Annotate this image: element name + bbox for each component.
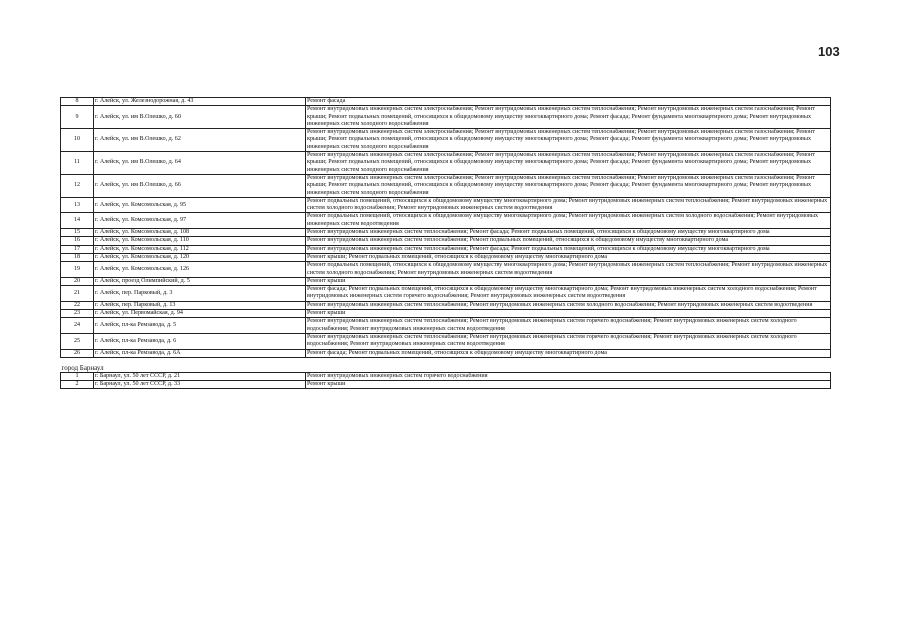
row-works: Ремонт внутридомовых инженерных систем теплоснабжения; Ремонт фасада; Ремонт подвальных помещений, относящихся к общедомовому имуществу многоквартирного дома bbox=[306, 229, 831, 237]
row-works: Ремонт внутридомовых инженерных систем электроснабжения; Ремонт внутридомовых инженерных систем теплоснабжения; Ремонт внутридомовых инженерных систем газоснабжения; Ремонт крыши; Ремонт подвальных помещений, относящихся к общедомовому имуществу многоквартирного дома; Ремонт фасада; Ремонт фундамента многоквартирного дома; Ремонт внутридомовых инженерных систем холодного водоснабжения bbox=[306, 152, 831, 175]
table-row bbox=[61, 106, 831, 129]
row-number: 14 bbox=[61, 213, 94, 229]
row-works: Ремонт фасада bbox=[306, 98, 831, 106]
table-row bbox=[61, 318, 831, 334]
city-heading: город Барнаул bbox=[61, 357, 306, 372]
table-row bbox=[61, 174, 831, 197]
row-number: 10 bbox=[61, 129, 94, 152]
row-works: Ремонт внутридомовых инженерных систем электроснабжения; Ремонт внутридомовых инженерных систем теплоснабжения; Ремонт внутридомовых инженерных систем газоснабжения; Ремонт крыши; Ремонт подвальных помещений, относящихся к общедомовому имуществу многоквартирного дома; Ремонт фасада; Ремонт фундамента многоквартирного дома; Ремонт внутридомовых инженерных систем холодного водоснабжения bbox=[306, 129, 831, 152]
table-row bbox=[61, 237, 831, 245]
row-works: Ремонт крыши bbox=[306, 277, 831, 285]
table-row bbox=[61, 253, 831, 261]
row-works: Ремонт фасада; Ремонт подвальных помещений, относящихся к общедомовому имуществу многоквартирного дома bbox=[306, 349, 831, 357]
row-works: Ремонт внутридомовых инженерных систем электроснабжения; Ремонт внутридомовых инженерных систем теплоснабжения; Ремонт внутридомовых инженерных систем газоснабжения; Ремонт крыши; Ремонт подвальных помещений, относящихся к общедомовому имуществу многоквартирного дома; Ремонт фасада; Ремонт фундамента многоквартирного дома; Ремонт внутридомовых инженерных систем холодного водоснабжения bbox=[306, 174, 831, 197]
row-number: 21 bbox=[61, 286, 94, 302]
row-number: 15 bbox=[61, 229, 94, 237]
row-address: г. Алейск, ул. Комсомольская, д. 126 bbox=[94, 262, 306, 278]
table-row bbox=[61, 349, 831, 357]
row-address: г. Барнаул, ул. 50 лет СССР, д. 21 bbox=[94, 372, 306, 380]
row-number: 12 bbox=[61, 174, 94, 197]
table-row bbox=[61, 310, 831, 318]
row-number: 22 bbox=[61, 301, 94, 309]
city-heading-spacer bbox=[306, 357, 831, 372]
row-number: 20 bbox=[61, 277, 94, 285]
row-number: 25 bbox=[61, 333, 94, 349]
row-works: Ремонт подвальных помещений, относящихся к общедомовому имуществу многоквартирного дома; Ремонт внутридомовых инженерных систем теплоснабжения; Ремонт внутридомовых инженерных систем холодного водоснабжения; Ремонт внутридомовых инженерных систем водоотведения bbox=[306, 262, 831, 278]
row-works: Ремонт внутридомовых инженерных систем теплоснабжения; Ремонт подвальных помещений, относящихся к общедомовому имуществу многоквартирного дома bbox=[306, 237, 831, 245]
row-number: 24 bbox=[61, 318, 94, 334]
row-address: г. Алейск, пер. Парковый, д. 3 bbox=[94, 286, 306, 302]
row-address: г. Алейск, ул. Комсомольская, д. 120 bbox=[94, 253, 306, 261]
row-address: г. Барнаул, ул. 50 лет СССР, д. 33 bbox=[94, 381, 306, 389]
row-number: 11 bbox=[61, 152, 94, 175]
row-address: г. Алейск, ул. им В.Олешко, д. 60 bbox=[94, 106, 306, 129]
row-address: г. Алейск, ул. Первомайская, д. 94 bbox=[94, 310, 306, 318]
table-row bbox=[61, 197, 831, 213]
table-row bbox=[61, 286, 831, 302]
table-body bbox=[61, 98, 831, 389]
row-works: Ремонт внутридомовых инженерных систем электроснабжения; Ремонт внутридомовых инженерных систем теплоснабжения; Ремонт внутридомовых инженерных систем газоснабжения; Ремонт крыши; Ремонт подвальных помещений, относящихся к общедомовому имуществу многоквартирного дома; Ремонт фасада; Ремонт фундамента многоквартирного дома; Ремонт внутридомовых инженерных систем холодного водоснабжения bbox=[306, 106, 831, 129]
row-address: г. Алейск, ул. им В.Олешко, д. 62 bbox=[94, 129, 306, 152]
table-row bbox=[61, 245, 831, 253]
table-row bbox=[61, 129, 831, 152]
row-works: Ремонт крыши; Ремонт подвальных помещений, относящихся к общедомовому имуществу многоквартирного дома bbox=[306, 253, 831, 261]
row-number: 19 bbox=[61, 262, 94, 278]
row-address: г. Алейск, пл-ка Ремзавода, д. 6 bbox=[94, 333, 306, 349]
row-number: 1 bbox=[61, 372, 94, 380]
row-number: 18 bbox=[61, 253, 94, 261]
row-works: Ремонт крыши bbox=[306, 310, 831, 318]
row-number: 23 bbox=[61, 310, 94, 318]
row-works: Ремонт внутридомовых инженерных систем горячего водоснабжения bbox=[306, 372, 831, 380]
row-works: Ремонт подвальных помещений, относящихся к общедомовому имуществу многоквартирного дома; Ремонт внутридомовых инженерных систем холодного водоснабжения; Ремонт внутридомовых инженерных систем водоотведения bbox=[306, 213, 831, 229]
row-address: г. Алейск, проезд Олимпийский, д. 5 bbox=[94, 277, 306, 285]
table-row bbox=[61, 372, 831, 380]
city-heading-row bbox=[61, 357, 831, 372]
table-row bbox=[61, 213, 831, 229]
row-works: Ремонт внутридомовых инженерных систем теплоснабжения; Ремонт фасада; Ремонт подвальных помещений, относящихся к общедомовому имуществу многоквартирного дома bbox=[306, 245, 831, 253]
row-number: 16 bbox=[61, 237, 94, 245]
row-address: г. Алейск, ул. Комсомольская, д. 95 bbox=[94, 197, 306, 213]
table-row bbox=[61, 262, 831, 278]
row-address: г. Алейск, ул. Комсомольская, д. 110 bbox=[94, 237, 306, 245]
row-works: Ремонт подвальных помещений, относящихся к общедомовому имуществу многоквартирного дома; Ремонт внутридомовых инженерных систем теплоснабжения; Ремонт внутридомовых инженерных систем холодного водоснабжения; Ремонт внутридомовых инженерных систем водоотведения bbox=[306, 197, 831, 213]
row-works: Ремонт крыши bbox=[306, 381, 831, 389]
row-address: г. Алейск, ул. им В.Олешко, д. 64 bbox=[94, 152, 306, 175]
row-number: 8 bbox=[61, 98, 94, 106]
row-address: г. Алейск, ул. Железнодорожная, д. 43 bbox=[94, 98, 306, 106]
table-row bbox=[61, 229, 831, 237]
row-address: г. Алейск, ул. им В.Олешко, д. 66 bbox=[94, 174, 306, 197]
repair-table bbox=[60, 97, 831, 389]
row-address: г. Алейск, ул. Комсомольская, д. 112 bbox=[94, 245, 306, 253]
row-number: 26 bbox=[61, 349, 94, 357]
table-row bbox=[61, 333, 831, 349]
row-works: Ремонт фасада; Ремонт подвальных помещений, относящихся к общедомовому имуществу многоквартирного дома; Ремонт внутридомовых инженерных систем холодного водоснабжения; Ремонт внутридомовых инженерных систем горячего водоснабжения; Ремонт внутридомовых инженерных систем водоотведения bbox=[306, 286, 831, 302]
table-row bbox=[61, 98, 831, 106]
table-row bbox=[61, 277, 831, 285]
table-row bbox=[61, 301, 831, 309]
row-address: г. Алейск, ул. Комсомольская, д. 97 bbox=[94, 213, 306, 229]
table-row bbox=[61, 381, 831, 389]
row-works: Ремонт внутридомовых инженерных систем теплоснабжения; Ремонт внутридомовых инженерных систем горячего водоснабжения; Ремонт внутридомовых инженерных систем холодного водоснабжения; Ремонт внутридомовых инженерных систем водоотведения bbox=[306, 318, 831, 334]
row-address: г. Алейск, пл-ка Ремзавода, д. 6А bbox=[94, 349, 306, 357]
page-number: 103 bbox=[818, 44, 840, 59]
row-works: Ремонт внутридомовых инженерных систем теплоснабжения; Ремонт внутридомовых инженерных систем горячего водоснабжения; Ремонт внутридомовых инженерных систем холодного водоснабжения; Ремонт внутридомовых инженерных систем водоотведения bbox=[306, 333, 831, 349]
row-address: г. Алейск, пер. Парковый, д. 13 bbox=[94, 301, 306, 309]
row-number: 9 bbox=[61, 106, 94, 129]
row-address: г. Алейск, ул. Комсомольская, д. 108 bbox=[94, 229, 306, 237]
table-row bbox=[61, 152, 831, 175]
row-works: Ремонт внутридомовых инженерных систем теплоснабжения; Ремонт внутридомовых инженерных систем холодного водоснабжения; Ремонт внутридомовых инженерных систем водоотведения bbox=[306, 301, 831, 309]
row-number: 2 bbox=[61, 381, 94, 389]
row-number: 13 bbox=[61, 197, 94, 213]
row-number: 17 bbox=[61, 245, 94, 253]
row-address: г. Алейск, пл-ка Ремзавода, д. 5 bbox=[94, 318, 306, 334]
